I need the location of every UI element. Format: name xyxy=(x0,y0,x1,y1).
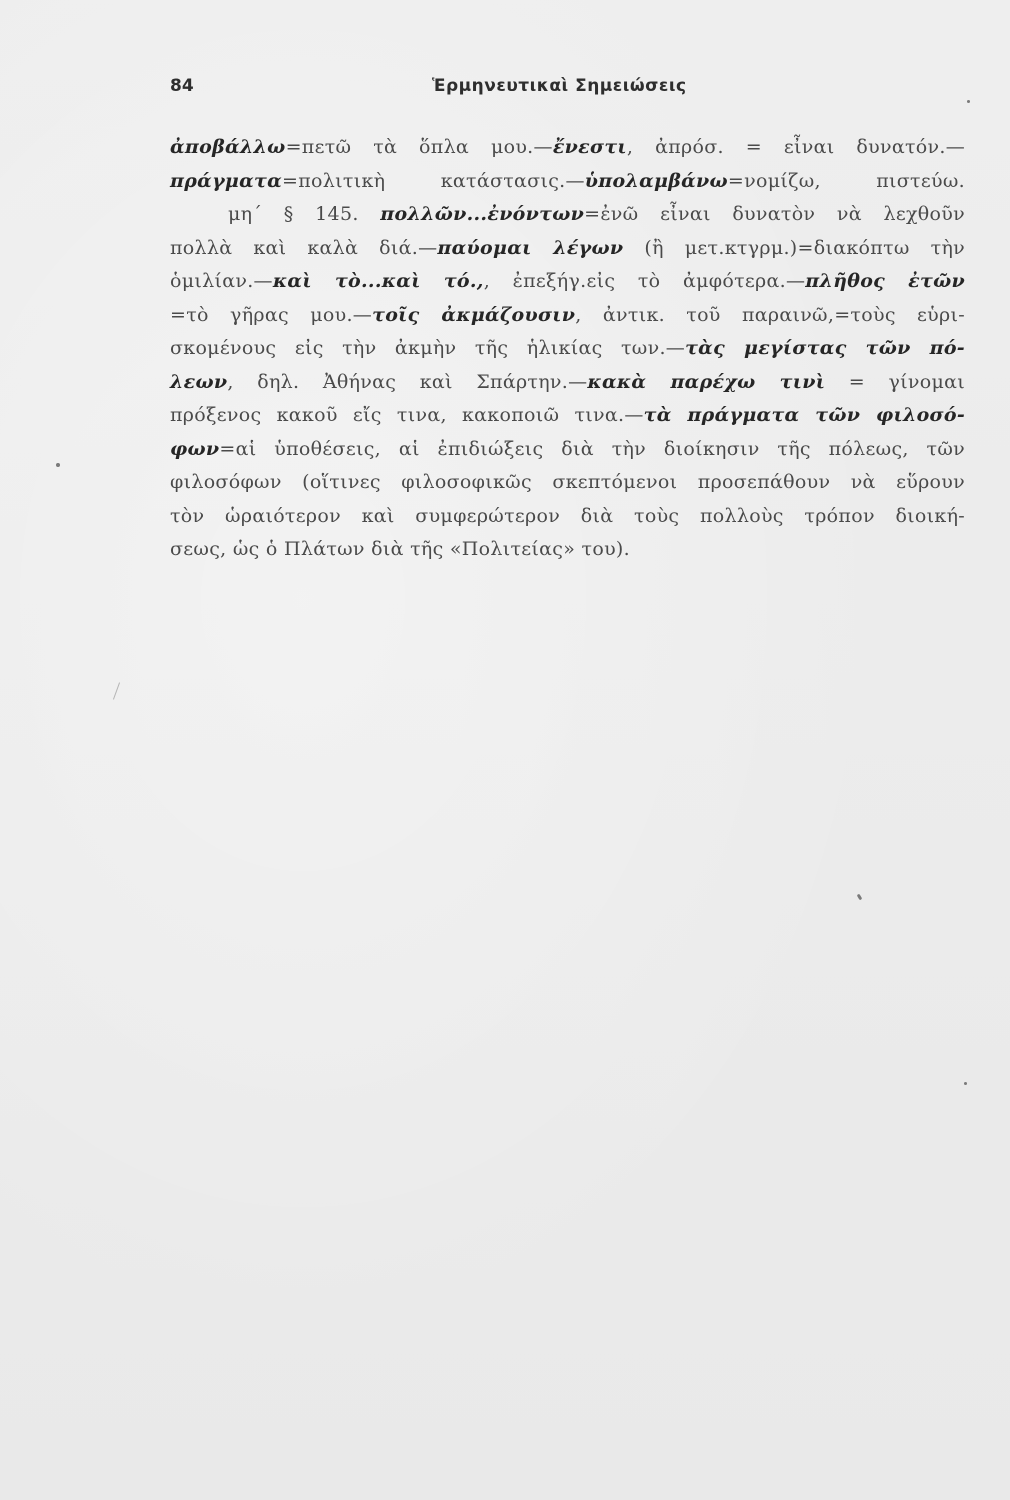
scan-speck xyxy=(857,894,863,901)
text-line xyxy=(170,433,965,467)
lemma-term: ἀποβάλλω xyxy=(170,136,286,158)
lemma-term: ἔνεστι xyxy=(552,136,627,158)
gloss-text: πολλὰ καὶ καλὰ διά.— xyxy=(170,236,438,259)
gloss-text: , ἀπρόσ. = εἶναι δυνατόν.— xyxy=(626,136,965,158)
scan-speck xyxy=(964,1082,967,1085)
scan-speck xyxy=(56,463,60,467)
page-header xyxy=(170,76,960,106)
text-line xyxy=(170,399,965,433)
gloss-text: = γίνομαι xyxy=(825,370,965,393)
text-line xyxy=(170,500,965,534)
gloss-text: πρόξενος κακοῦ εἴς τινα, κακοποιῶ τινα.— xyxy=(170,404,644,426)
gloss-text: , ἐπεξήγ.εἰς τὸ ἀμφότερα.— xyxy=(483,270,806,292)
text-line xyxy=(170,466,965,500)
scan-speck xyxy=(967,100,970,103)
text-line xyxy=(170,165,965,199)
text-line xyxy=(170,533,965,567)
lemma-term: παύομαι λέγων xyxy=(437,236,624,259)
text-line xyxy=(170,265,965,299)
gloss-text: , ἀντικ. τοῦ παραινῶ,=τοὺς εὑρι- xyxy=(575,303,965,326)
gloss-text: (ἢ μετ.κτγρμ.)=διακόπτω τὴν xyxy=(623,236,966,259)
gloss-text: σκομένους εἰς τὴν ἀκμὴν τῆς ἡλικίας των.— xyxy=(170,337,686,359)
running-title: Ἑρμηνευτικαὶ Σημειώσεις xyxy=(432,76,687,96)
gloss-text: ὁμιλίαν.— xyxy=(170,270,273,292)
gloss-text: , δηλ. Ἀθήνας καὶ Σπάρτην.— xyxy=(227,370,588,393)
lemma-term: τὰ πράγματα τῶν φιλοσό- xyxy=(643,404,966,426)
lemma-term: πολλῶν...ἐνόντων xyxy=(380,203,585,225)
gloss-text: =πετῶ τὰ ὅπλα μου.— xyxy=(285,136,553,158)
text-line xyxy=(170,299,965,333)
lemma-term: ὑπολαμβάνω xyxy=(584,169,728,192)
scan-speck xyxy=(113,682,120,699)
lemma-term: κακὰ παρέχω τινὶ xyxy=(587,370,826,393)
gloss-text: =πολιτικὴ κατάστασις.— xyxy=(282,169,585,192)
lemma-term: λεων xyxy=(170,370,228,393)
gloss-text: =τὸ γῆρας μου.— xyxy=(170,303,373,326)
lemma-term: πλῆθος ἐτῶν xyxy=(805,270,965,292)
gloss-text: φιλοσόφων (οἵτινες φιλοσοφικῶς σκεπτόμενοι προσεπάθουν νὰ εὕρουν xyxy=(170,471,965,493)
text-line xyxy=(170,332,965,366)
lemma-term: τὰς μεγίστας τῶν πό- xyxy=(685,337,965,359)
page-number: 84 xyxy=(170,76,194,96)
text-line xyxy=(170,198,965,232)
lemma-term: πράγματα xyxy=(170,169,283,192)
text-line xyxy=(170,366,965,400)
text-line xyxy=(170,131,965,165)
gloss-text: σεως, ὡς ὁ Πλάτων διὰ τῆς «Πολιτείας» του). xyxy=(170,538,630,560)
lemma-term: τοῖς ἀκμάζουσιν xyxy=(372,303,576,326)
text-line xyxy=(170,232,965,266)
lemma-term: φων xyxy=(170,437,220,460)
gloss-text: =ἐνῶ εἶναι δυνατὸν νὰ λεχθοῦν xyxy=(584,203,965,225)
gloss-text: =νομίζω, πιστεύω. xyxy=(727,169,965,192)
body-text xyxy=(170,131,965,567)
gloss-text: =αἱ ὑποθέσεις, αἱ ἐπιδιώξεις διὰ τὴν διοίκησιν τῆς πόλεως, τῶν xyxy=(219,437,965,460)
lemma-term: καὶ τὸ...καὶ τό., xyxy=(272,270,484,292)
gloss-text: μη´ § 145. xyxy=(228,203,381,225)
gloss-text: τὸν ὡραιότερον καὶ συμφερώτερον διὰ τοὺς πολλοὺς τρόπον διοική- xyxy=(170,504,965,527)
